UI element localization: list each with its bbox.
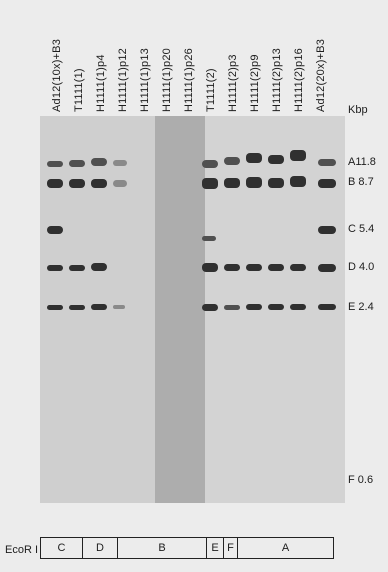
marker-label-d: D 4.0 <box>348 261 375 273</box>
gel-band <box>318 226 336 234</box>
unit-label: Kbp <box>348 104 368 116</box>
lane-label: H1111(2)p3 <box>227 54 239 112</box>
gel-band <box>202 160 218 168</box>
gel-band <box>202 263 218 272</box>
gel-band <box>69 265 85 271</box>
gel-band <box>318 304 336 310</box>
gel-band <box>47 179 63 188</box>
gel-band <box>47 161 63 167</box>
gel-band <box>69 160 85 167</box>
lane-label: Ad12(20x)+B3 <box>315 38 327 112</box>
gel-band <box>246 177 262 188</box>
gel-panel-middle <box>155 116 205 503</box>
lane-label: H1111(2)p13 <box>271 48 283 112</box>
gel-band <box>224 157 240 165</box>
ecori-segment: B <box>118 538 207 558</box>
gel-band <box>91 179 107 188</box>
gel-band <box>290 150 306 161</box>
gel-band <box>202 304 218 311</box>
gel-band <box>268 304 284 310</box>
lane-label: H1111(1)p13 <box>139 48 151 112</box>
ecori-map <box>40 537 334 559</box>
gel-band <box>91 304 107 310</box>
gel-band <box>113 305 125 309</box>
gel-band <box>246 153 262 163</box>
gel-band <box>91 158 107 166</box>
lane-label: H1111(1)p12 <box>117 48 129 112</box>
gel-band <box>268 264 284 271</box>
marker-label-a: A11.8 <box>348 156 376 168</box>
gel-band <box>47 305 63 310</box>
gel-band <box>290 304 306 310</box>
gel-band <box>318 159 336 166</box>
gel-band <box>290 176 306 187</box>
gel-band <box>318 179 336 188</box>
lane-label: H1111(2)p9 <box>249 54 261 112</box>
gel-band <box>202 178 218 189</box>
marker-label-b: B 8.7 <box>348 176 374 188</box>
marker-label-e: E 2.4 <box>348 301 374 313</box>
gel-band <box>290 264 306 271</box>
marker-label-f: F 0.6 <box>348 474 374 486</box>
ecori-segment: E <box>207 538 224 558</box>
ecori-segment: A <box>281 542 290 554</box>
gel-band <box>246 264 262 271</box>
gel-band <box>113 160 127 166</box>
ecori-segment: D <box>83 538 118 558</box>
gel-band <box>202 236 216 241</box>
gel-band <box>318 264 336 272</box>
gel-band <box>224 178 240 188</box>
gel-band <box>268 178 284 188</box>
gel-band <box>246 304 262 310</box>
lane-label: T1111(1) <box>73 68 85 112</box>
gel-band <box>69 305 85 310</box>
ecori-label: EcoR I <box>5 544 39 556</box>
marker-label-c: C 5.4 <box>348 223 375 235</box>
gel-band <box>91 263 107 271</box>
ecori-segment: C <box>41 538 83 558</box>
gel-band <box>113 180 127 187</box>
gel-band <box>224 305 240 310</box>
gel-band <box>268 155 284 164</box>
ecori-segment: F <box>224 538 238 558</box>
lane-label: H1111(2)p16 <box>293 48 305 112</box>
gel-band <box>224 264 240 271</box>
lane-label: Ad12(10x)+B3 <box>51 38 63 112</box>
gel-band <box>69 179 85 188</box>
lane-label: H1111(1)p20 <box>161 48 173 112</box>
lane-label: H1111(1)p26 <box>183 48 195 112</box>
gel-band <box>47 226 63 234</box>
gel-band <box>47 265 63 271</box>
lane-label: H1111(1)p4 <box>95 54 107 112</box>
lane-label: T1111(2) <box>205 68 217 112</box>
